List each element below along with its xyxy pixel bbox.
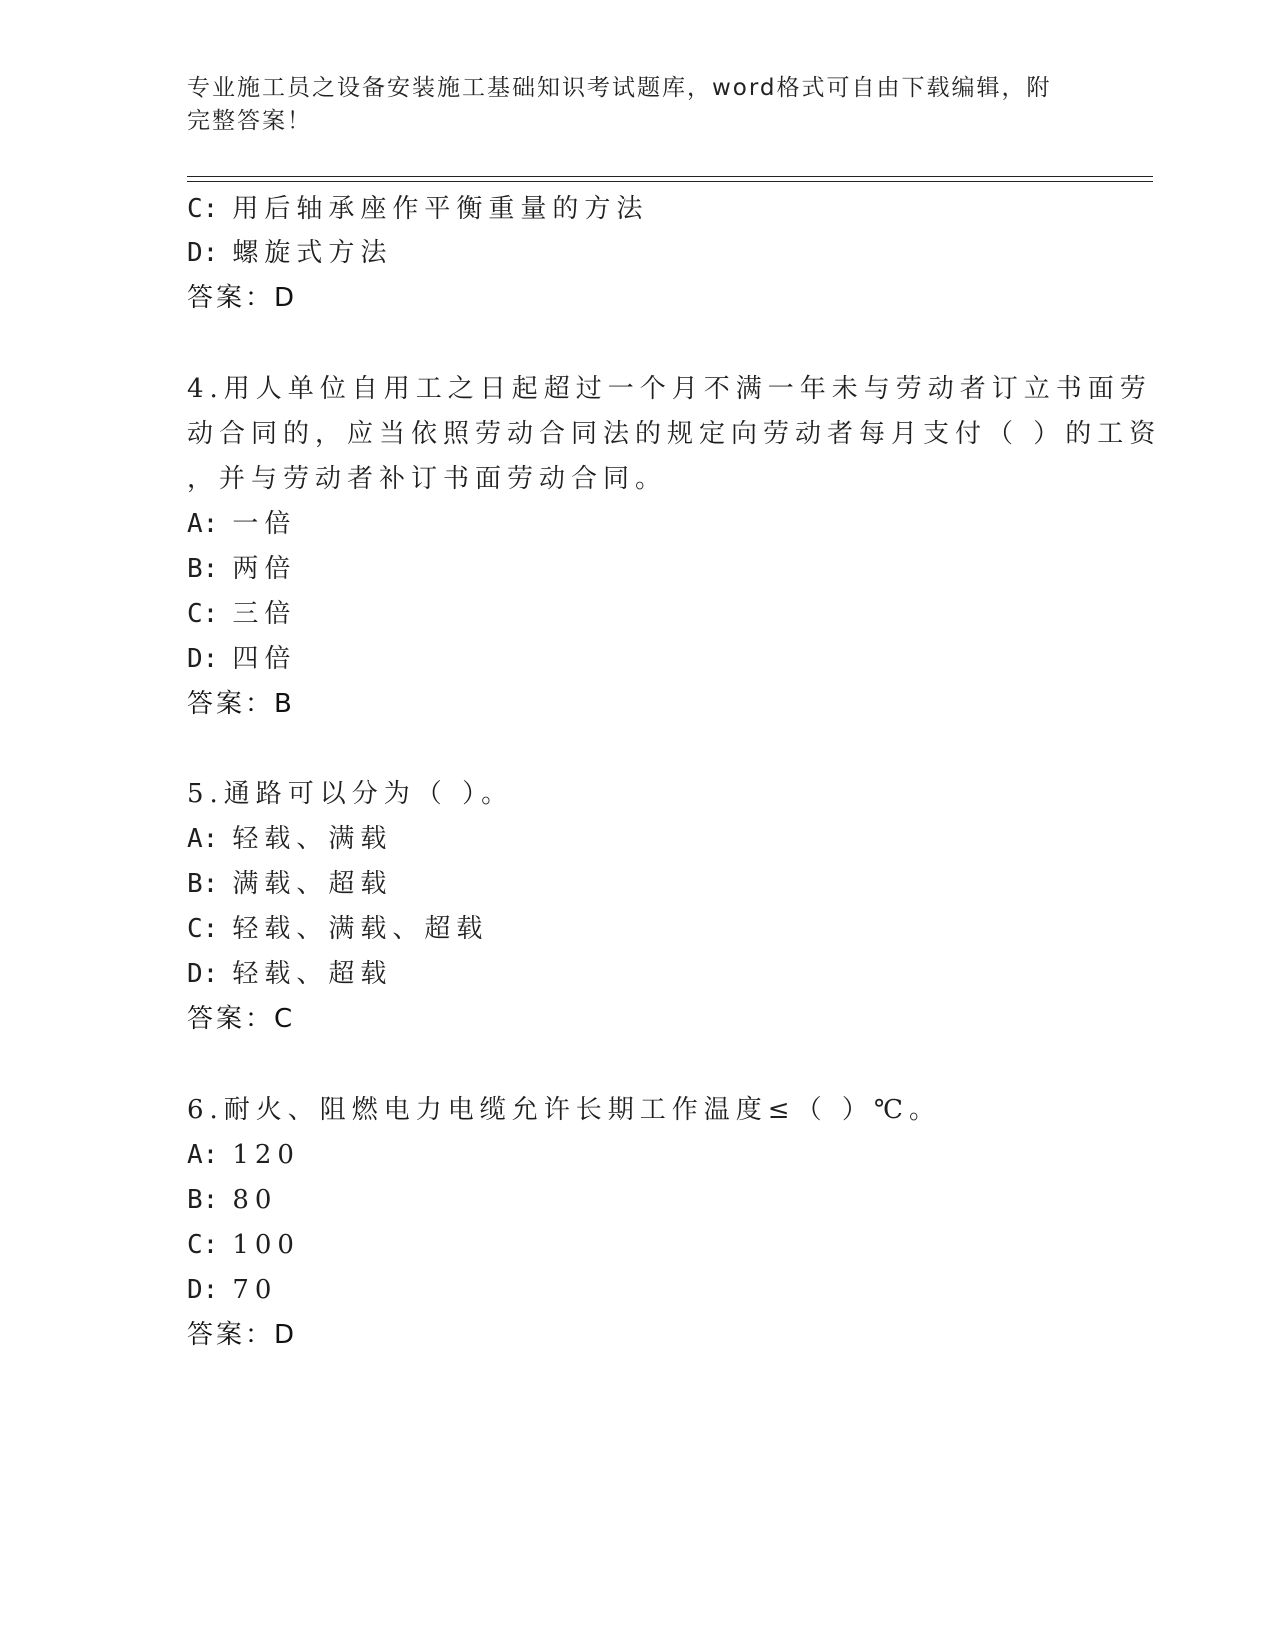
option-key: B:	[187, 554, 219, 584]
answer-line: 答案：D	[187, 283, 298, 313]
answer-line: 答案：D	[187, 1320, 298, 1350]
option-text: 三倍	[232, 599, 297, 629]
option-key: D:	[187, 238, 219, 268]
option-key: D:	[187, 959, 219, 989]
option-line	[187, 822, 392, 856]
option-text: 四倍	[232, 644, 297, 674]
option-text: 两倍	[232, 554, 297, 584]
option-text: 一倍	[232, 509, 297, 539]
header-divider-top	[187, 176, 1153, 177]
option-line	[187, 1273, 277, 1307]
option-line	[187, 1138, 300, 1172]
option-line	[187, 912, 488, 946]
option-text: 70	[232, 1275, 278, 1305]
option-line	[187, 957, 392, 991]
option-key: D:	[187, 1275, 219, 1305]
question-stem-line: 动合同的，应当依照劳动合同法的规定向劳动者每月支付（ ）的工资	[187, 419, 1162, 449]
option-text: 120	[232, 1140, 300, 1170]
option-line	[187, 867, 392, 901]
option-key: A:	[187, 1140, 219, 1170]
answer-line: 答案：C	[187, 1004, 296, 1034]
question-stem-line: 4.用人单位自用工之日起超过一个月不满一年未与劳动者订立书面劳	[187, 374, 1152, 404]
option-key: C:	[187, 914, 219, 944]
option-line	[187, 642, 296, 676]
document-header: 专业施工员之设备安装施工基础知识考试题库，word格式可自由下载编辑，附完整答案！	[187, 75, 1052, 134]
option-line	[187, 1183, 277, 1217]
option-text: 用后轴承座作平衡重量的方法	[232, 194, 649, 224]
option-text: 80	[232, 1185, 278, 1215]
question-stem-line: 6.耐火、阻燃电力电缆允许长期工作温度≤（ ）℃。	[187, 1095, 941, 1125]
option-line	[187, 236, 392, 270]
option-text: 轻载、满载、超载	[232, 914, 489, 944]
option-key: D:	[187, 644, 219, 674]
option-key: C:	[187, 1230, 219, 1260]
option-key: A:	[187, 824, 219, 854]
option-key: A:	[187, 509, 219, 539]
option-line	[187, 597, 296, 631]
header-divider-bottom	[187, 181, 1153, 182]
option-line	[187, 507, 296, 541]
question-stem-line: ，并与劳动者补订书面劳动合同。	[187, 464, 668, 494]
option-key: B:	[187, 1185, 219, 1215]
option-key: C:	[187, 194, 219, 224]
option-key: C:	[187, 599, 219, 629]
option-text: 轻载、超载	[232, 959, 393, 989]
answer-line: 答案：B	[187, 689, 295, 719]
option-line	[187, 552, 296, 586]
option-line	[187, 1228, 300, 1262]
option-text: 轻载、满载	[232, 824, 393, 854]
question-stem-line: 5.通路可以分为（ ）。	[187, 779, 514, 809]
option-key: B:	[187, 869, 219, 899]
option-text: 螺旋式方法	[232, 238, 393, 268]
option-line	[187, 192, 648, 226]
option-text: 100	[232, 1230, 300, 1260]
option-text: 满载、超载	[232, 869, 393, 899]
